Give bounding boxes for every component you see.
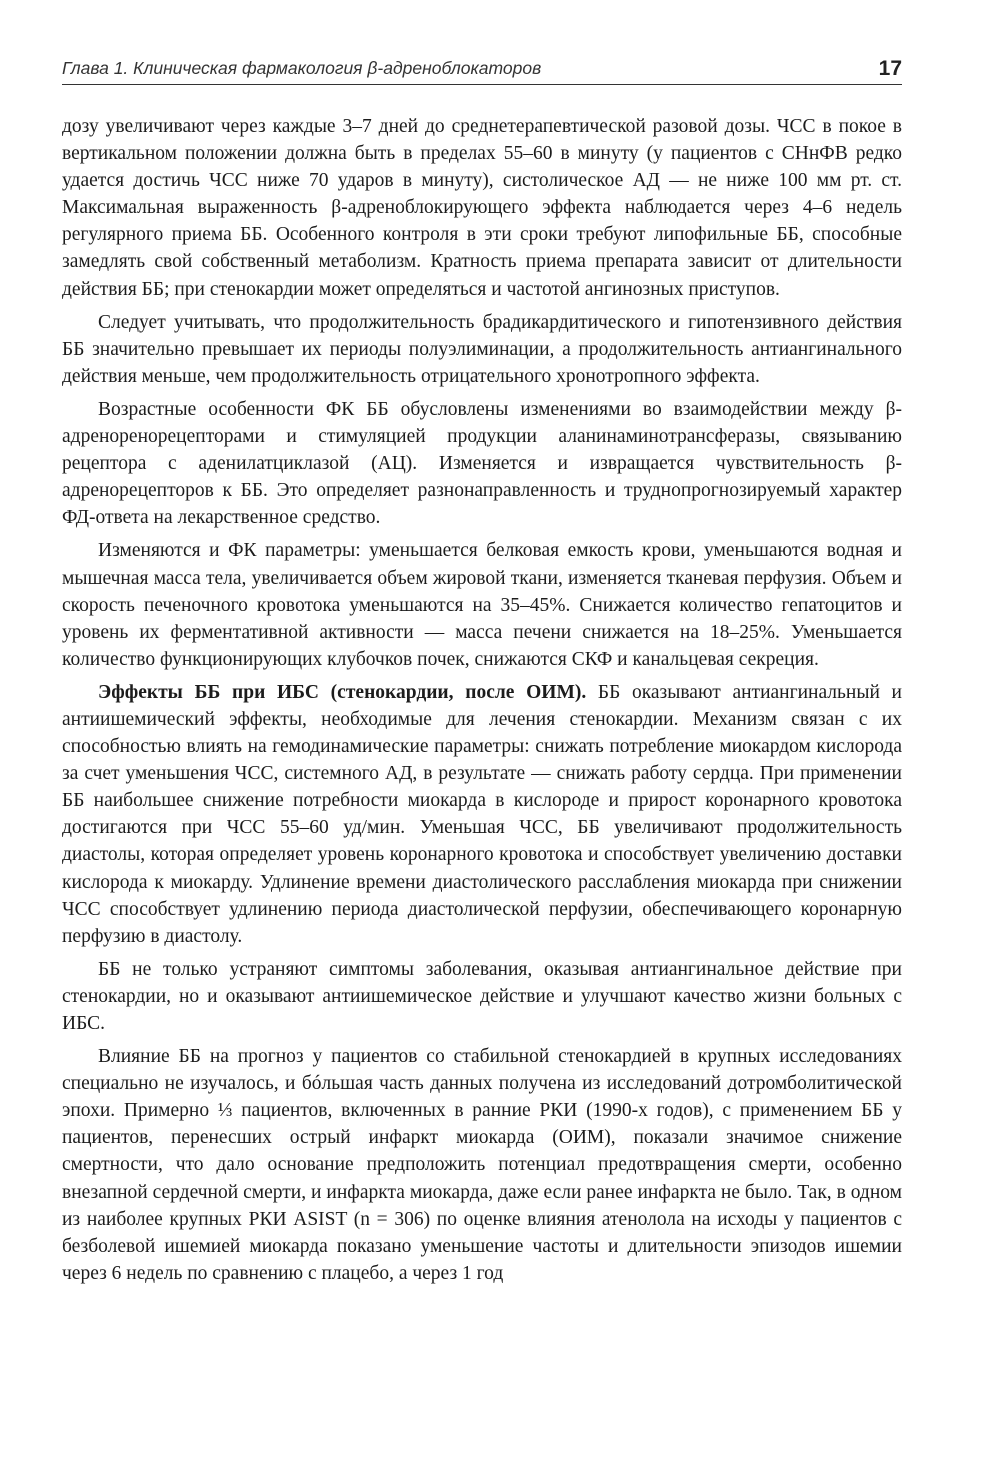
chapter-title: Глава 1. Клиническая фармакология β-адреноблокаторов bbox=[62, 58, 542, 78]
paragraph-3 bbox=[62, 396, 902, 531]
paragraph-text: дозу увеличивают через каждые 3–7 дней до среднетерапевтической разовой дозы. ЧСС в покое в вертикальном положении должна быть в пределах 55–60 в минуту (у пациентов с СНнФВ редко удается достичь ЧСС ниже 70 ударов в минуту), систолическое АД — не ниже 100 мм рт. ст. Максимальная выраженность β-адреноблокирующего эффекта наблюдается через 4–6 недель регулярного приема ББ. Особенного контроля в эти сроки требуют липофильные ББ, способные замедлять свой собственный метаболизм. Кратность приема препарата зависит от длительности действия ББ; при стенокардии может определяться и частотой ангинозных приступов. bbox=[62, 116, 902, 300]
body-text bbox=[62, 113, 902, 1287]
paragraph-text: Изменяются и ФК параметры: уменьшается белковая емкость крови, уменьшаются водная и мышечная масса тела, увеличивается объем жировой ткани, изменяется тканевая перфузия. Объем и скорость печеночного кровотока уменьшаются на 35–45%. Снижается количество гепатоцитов и уровень их ферментативной активности — масса печени снижается на 18–25%. Уменьшается количество функционирующих клубочков почек, снижаются СКФ и канальцевая секреция. bbox=[62, 540, 902, 670]
paragraph-4 bbox=[62, 537, 902, 672]
paragraph-text: Влияние ББ на прогноз у пациентов со стабильной стенокардией в крупных исследованиях специально не изучалось, и бóльшая часть данных получена из исследований дотромболитической эпохи. Примерно ⅓ пациентов, включенных в ранние РКИ (1990-х годов), с применением ББ у пациентов, перенесших острый инфаркт миокарда (ОИМ), показали значимое снижение смертности, что дало основание предположить потенциал предотвращения смерти, особенно внезапной сердечной смерти, и инфаркта миокарда, даже если ранее инфаркта не было. Так, в одном из наиболее крупных РКИ ASIST (n = 306) по оценке влияния атенолола на исходы у пациентов с безболевой ишемией миокарда показано уменьшение частоты и длительности эпизодов ишемии через 6 недель по сравнению с плацебо, а через 1 год bbox=[62, 1046, 902, 1284]
paragraph-text: Возрастные особенности ФК ББ обусловлены изменениями во взаимодействии между β-адреноренорецепторами и стимуляцией продукции аланинаминотрансферазы, связыванию рецептора с аденилатциклазой (АЦ). Изменяется и извращается чувствительность β-адренорецепторов к ББ. Это определяет разнонаправленность и труднопрогнозируемый характер ФД-ответа на лекарственное средство. bbox=[62, 398, 902, 529]
paragraph-5 bbox=[62, 679, 902, 950]
running-head bbox=[62, 52, 902, 85]
paragraph-text: ББ не только устраняют симптомы заболевания, оказывая антиангинальное действие при стенокардии, но и оказывают антиишемическое действие и улучшают качество жизни больных с ИБС. bbox=[62, 958, 902, 1034]
book-page bbox=[62, 52, 902, 1293]
paragraph-text: ББ оказывают антиангинальный и антиишемический эффекты, необходимые для лечения стенокардии. Механизм связан с их способностью влиять на гемодинамические параметры: снижать потребление миокардом кислорода за счет уменьшения ЧСС, системного АД, в результате — снижать работу сердца. При применении ББ наибольшее снижение потребности миокарда в кислороде и прирост коронарного кровотока достигаются при ЧСС 55–60 уд/мин. Уменьшая ЧСС, ББ увеличивают продолжительность диастолы, которая определяет уровень коронарного кровотока и способствует увеличению доставки кислорода к миокарду. Удлинение времени диастолического расслабления миокарда при снижении ЧСС способствует удлинению периода диастолической перфузии, обеспечивающего коронарную перфузию в диастолу. bbox=[62, 681, 902, 947]
page-number: 17 bbox=[878, 57, 902, 80]
paragraph-7 bbox=[62, 1043, 902, 1287]
paragraph-6 bbox=[62, 956, 902, 1037]
paragraph-lead: Эффекты ББ при ИБС (стенокардии, после ОИМ). bbox=[98, 681, 587, 703]
paragraph-1 bbox=[62, 113, 902, 303]
paragraph-text: Следует учитывать, что продолжительность брадикардитического и гипотензивного действия ББ значительно превышает их периоды полуэлиминации, а продолжительность антиангинального действия меньше, чем продолжительность отрицательного хронотропного эффекта. bbox=[62, 311, 902, 387]
paragraph-2 bbox=[62, 309, 902, 390]
